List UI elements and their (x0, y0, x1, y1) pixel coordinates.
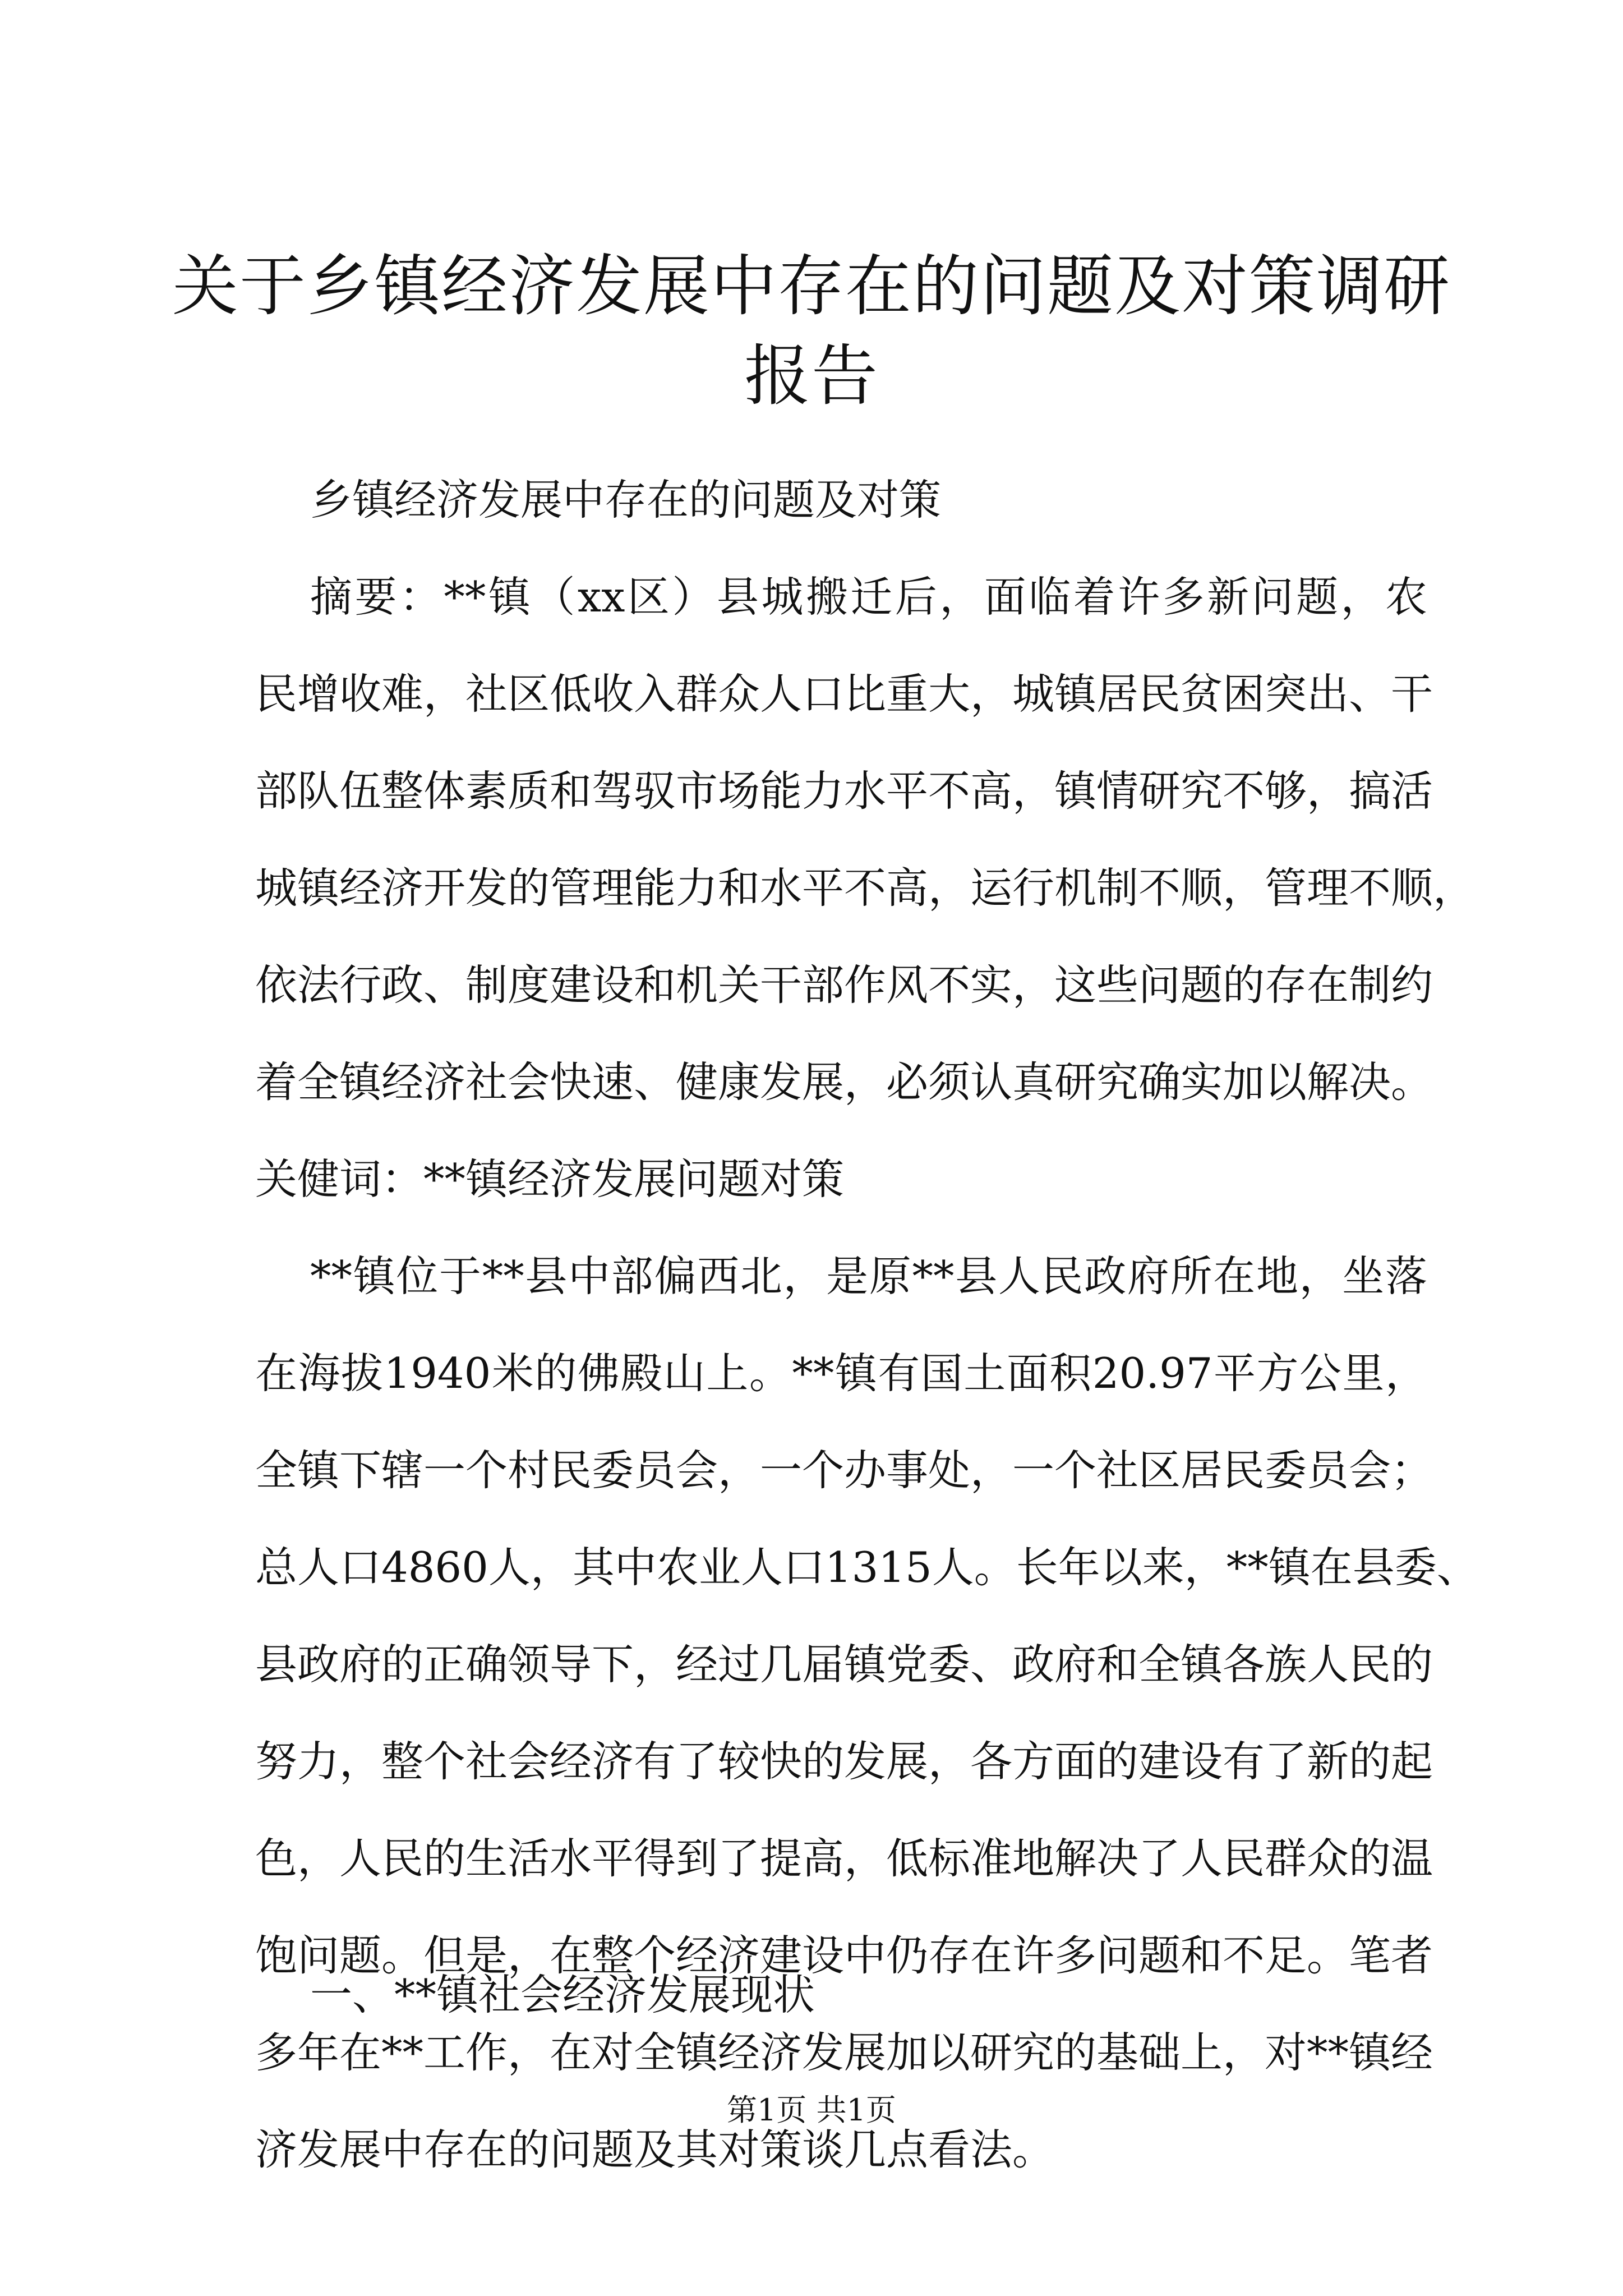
page-footer: 第1页 共1页 (727, 2092, 896, 2128)
abstract-line: 部队伍整体素质和驾驭市场能力水平不高，镇情研究不够，搞活 (255, 766, 1433, 816)
body-line: 色，人民的生活水平得到了提高，低标准地解决了人民群众的温 (255, 1834, 1433, 1883)
body-line: 总人口4860人，其中农业人口1315人。长年以来，**镇在县委、 (255, 1543, 1479, 1592)
body-line: 在海拔1940米的佛殿山上。**镇有国土面积20.97平方公里， (255, 1349, 1427, 1398)
subtitle-block (255, 452, 1427, 549)
document-title: 关于乡镇经济发展中存在的问题及对策调研报告 (172, 247, 1451, 415)
body-line: 县政府的正确领导下，经过几届镇党委、政府和全镇各族人民的 (255, 1640, 1433, 1689)
body-line: 饱问题。但是，在整个经济建设中仍存在许多问题和不足。笔者 (255, 1931, 1433, 1980)
body-line: **镇位于**县中部偏西北，是原**县人民政府所在地，坐落 (310, 1251, 1427, 1301)
body-line: 全镇下辖一个村民委员会，一个办事处，一个社区居民委员会； (255, 1446, 1433, 1495)
abstract-line: 民增收难，社区低收入群众人口比重大，城镇居民贫困突出、干 (255, 669, 1433, 719)
abstract-line: 依法行政、制度建设和机关干部作风不实，这些问题的存在制约 (255, 960, 1433, 1010)
body-line: 努力，整个社会经济有了较快的发展，各方面的建设有了新的起 (255, 1737, 1433, 1786)
abstract-line: 城镇经济开发的管理能力和水平不高，运行机制不顺，管理不顺， (255, 863, 1476, 913)
abstract-paragraph (255, 549, 1476, 1228)
abstract-line: 着全镇经济社会快速、健康发展，必须认真研究确实加以解决。 (255, 1057, 1433, 1107)
keywords-line: 关健词：**镇经济发展问题对策 (255, 1154, 845, 1204)
body-line: 多年在**工作，在对全镇经济发展加以研究的基础上，对**镇经 (255, 2028, 1433, 2077)
body-line: 济发展中存在的问题及其对策谈几点看法。 (255, 2125, 1055, 2174)
body-paragraph (255, 1228, 1479, 2198)
section-heading-block (255, 1947, 1427, 2044)
abstract-line: 摘要：**镇（xx区）县城搬迁后，面临着许多新问题，农 (310, 572, 1427, 622)
section-heading: 一、**镇社会经济发展现状 (310, 1970, 815, 2019)
subtitle: 乡镇经济发展中存在的问题及对策 (310, 475, 942, 524)
